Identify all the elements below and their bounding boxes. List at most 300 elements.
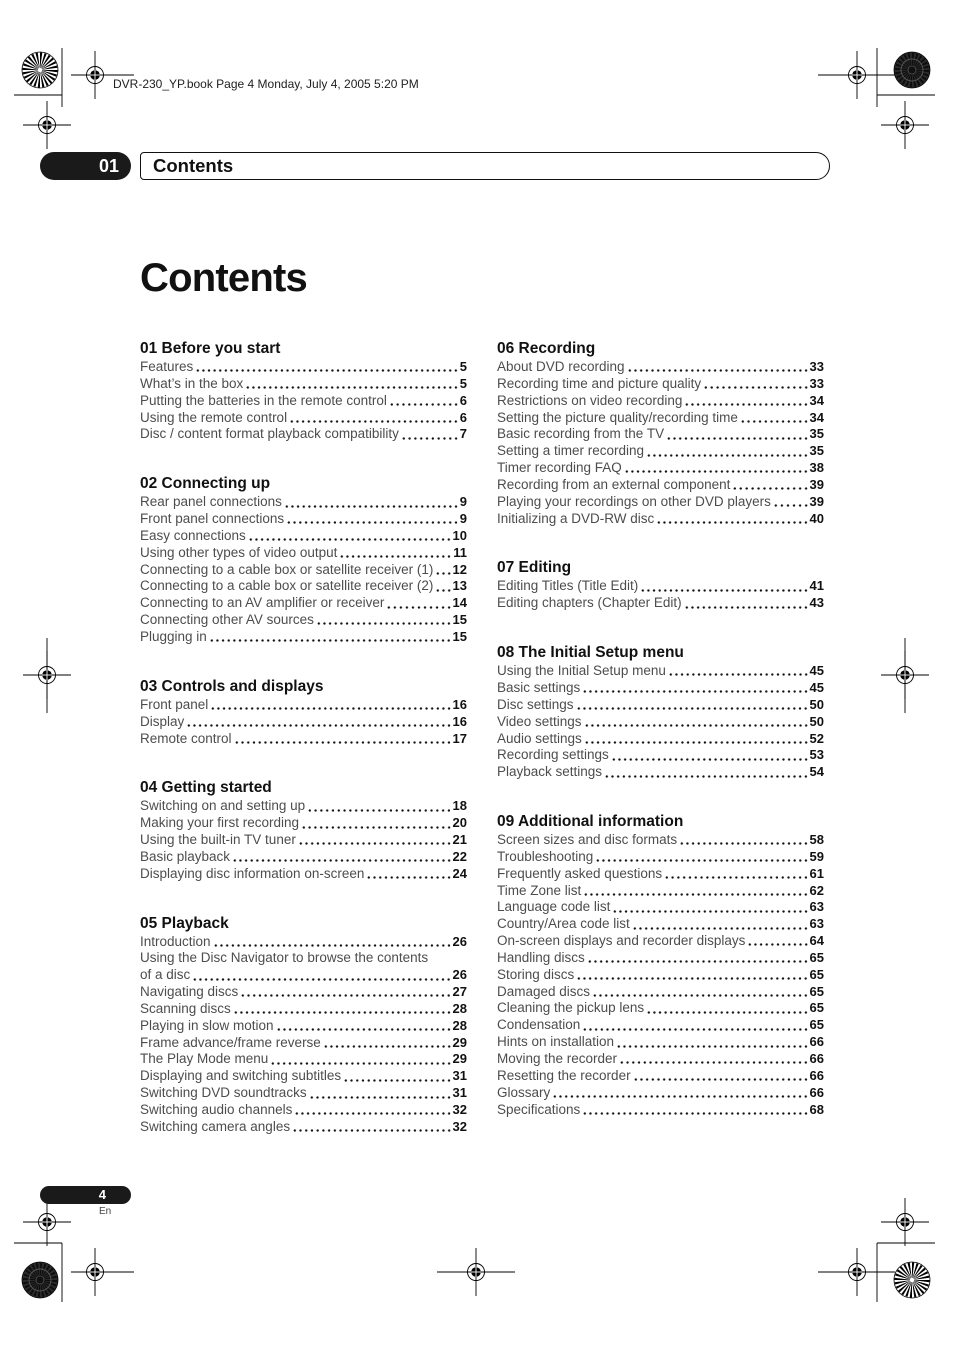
toc-entry [140,359,467,376]
dot-leader [276,1028,452,1031]
toc-entry [140,1068,467,1085]
entry-page-number: 63 [809,916,824,932]
dot-leader [646,454,808,457]
entry-page-number: 65 [809,1017,824,1033]
entry-title: On-screen displays and recorder displays [497,933,746,949]
entry-page-number: 43 [809,595,824,611]
toc-entry [140,1035,467,1052]
entry-page-number: 54 [809,764,824,780]
entry-title: Recording time and picture quality [497,375,702,391]
section-heading: 09 Additional information [497,813,684,831]
dot-leader [703,386,808,389]
dot-leader [619,1061,808,1064]
dot-leader [679,842,808,845]
entry-title: Condensation [497,1017,581,1033]
toc-entry [497,443,824,460]
entry-page-number: 33 [809,375,824,391]
dot-leader [192,978,451,981]
toc-entry [497,899,824,916]
entry-title: Country/Area code list [497,916,630,932]
dot-leader [604,775,808,778]
registration-mark-icon [833,51,881,99]
toc-entry [140,934,467,951]
entry-page-number: 34 [809,409,824,425]
entry-page-number: 16 [452,696,467,712]
page-title: Contents [140,256,307,300]
registration-mark-icon [71,51,119,99]
dot-leader [435,589,451,592]
toc-entry [140,578,467,595]
entry-title: Initializing a DVD-RW disc [497,510,655,526]
entry-page-number: 5 [459,359,467,374]
entry-page-number: 28 [452,1000,467,1016]
toc-section [140,474,467,646]
entry-title: Switching DVD soundtracks [140,1085,307,1101]
entry-page-number: 9 [459,511,467,527]
toc-entry-continuation [140,967,467,984]
entry-page-number: 39 [809,476,824,492]
chapter-title-bar [140,152,830,180]
dot-leader [289,420,459,423]
entry-page-number: 10 [452,527,467,543]
toc-entry [497,832,824,849]
entry-page-number: 53 [809,747,824,763]
dot-leader [584,741,809,744]
dot-leader [307,809,451,812]
entry-title: Storing discs [497,966,575,982]
entry-title: Setting a timer recording [497,443,645,459]
entry-title: Introduction [140,933,211,949]
dot-leader [611,758,809,761]
entry-title: Disc / content format playback compatibility [140,426,399,442]
toc-entry [497,680,824,697]
entry-title: Basic settings [497,679,581,695]
toc-section [140,339,467,443]
entry-title: Easy connections [140,527,246,543]
entry-page-number: 45 [809,663,824,679]
entry-title: Glossary [497,1084,551,1100]
dot-leader [773,504,809,507]
dot-leader [386,606,451,609]
registration-mark-icon [452,1248,500,1296]
dot-leader [640,589,808,592]
dot-leader [582,1028,808,1031]
dot-leader [664,876,808,879]
entry-page-number: 31 [452,1085,467,1101]
entry-title: Disc settings [497,696,574,712]
registration-mark-icon [23,1198,71,1246]
entry-title: Switching on and setting up [140,798,306,814]
toc-entry [140,376,467,393]
toc-entry [140,849,467,866]
entry-page-number: 31 [452,1068,467,1084]
registration-mark-icon [23,101,71,149]
toc-entry [497,747,824,764]
dot-leader [234,741,452,744]
dot-leader [323,1045,452,1048]
entry-page-number: 58 [809,832,824,848]
entry-title: Handling discs [497,949,585,965]
toc-entry [140,1051,467,1068]
entry-page-number: 68 [809,1101,824,1117]
dot-leader [301,826,451,829]
entry-page-number: 38 [809,460,824,476]
toc-entry [140,612,467,629]
entry-page-number: 32 [452,1118,467,1134]
toc-entry [497,849,824,866]
entry-title: Remote control [140,730,232,746]
entry-page-number: 35 [809,443,824,459]
entry-title: Recording settings [497,747,609,763]
toc-section [497,339,824,527]
print-header-slug: DVR-230_YP.book Page 4 Monday, July 4, 2005 5:20 PM [113,77,419,91]
dot-leader [633,1078,809,1081]
toc-entry [497,578,824,595]
section-heading: 03 Controls and displays [140,677,324,695]
section-heading: 05 Playback [140,914,229,932]
dot-leader [195,369,458,372]
entry-page-number: 16 [452,713,467,729]
entry-page-number: 61 [809,865,824,881]
toc-entry [140,815,467,832]
entry-page-number: 24 [452,865,467,881]
entry-page-number: 62 [809,882,824,898]
registration-mark-icon [23,651,71,699]
toc-column-right [497,339,824,1149]
entry-title: About DVD recording [497,359,625,374]
entry-title: of a disc [140,967,191,983]
toc-section [497,558,824,612]
dot-leader [576,977,808,980]
entry-title: Time Zone list [497,882,582,898]
entry-title: Editing chapters (Chapter Edit) [497,595,682,611]
dot-leader [343,1079,451,1082]
entry-title: Editing Titles (Title Edit) [497,578,639,594]
dot-leader [587,960,809,963]
toc-entry [497,1102,824,1119]
dark-starburst-mark-icon [894,52,930,88]
dot-leader [435,572,451,575]
dot-leader [245,386,458,389]
toc-entry [497,426,824,443]
dot-leader [284,505,459,508]
dot-leader [612,910,808,913]
page-number-badge: 4 [40,1186,131,1204]
entry-title: Putting the batteries in the remote control [140,392,387,408]
dot-leader [233,1011,452,1014]
entry-page-number: 26 [452,933,467,949]
entry-title: Connecting to a cable box or satellite receiver (2) [140,578,434,594]
toc-entry [497,764,824,781]
language-code: En [99,1206,112,1217]
toc-entry [497,883,824,900]
entry-title: Restrictions on video recording [497,392,683,408]
entry-title: Recording from an external component [497,476,731,492]
dot-leader [576,707,809,710]
toc-section [497,812,824,1118]
toc-entry [497,967,824,984]
section-heading: 08 The Initial Setup menu [497,644,684,662]
dot-leader [286,521,459,524]
dot-leader [595,859,808,862]
toc-entry [140,595,467,612]
toc-entry [497,1068,824,1085]
toc-entry [497,393,824,410]
toc-entry [140,562,467,579]
dot-leader [582,1112,808,1115]
dot-leader [270,1062,451,1065]
entry-page-number: 28 [452,1017,467,1033]
entry-title: Connecting other AV sources [140,612,314,628]
entry-title: Video settings [497,713,582,729]
entry-title: Cleaning the pickup lens [497,1000,645,1016]
entry-title: Plugging in [140,628,207,644]
entry-title: Navigating discs [140,984,239,1000]
entry-page-number: 14 [452,595,467,611]
entry-page-number: 7 [459,426,467,442]
entry-page-number: 26 [452,967,467,983]
toc-entry [497,950,824,967]
dark-starburst-mark-icon [22,1262,58,1298]
entry-title: The Play Mode menu [140,1051,269,1067]
dot-leader [186,724,451,727]
entry-page-number: 32 [452,1102,467,1117]
dot-leader [366,876,451,879]
toc-entry [140,426,467,443]
entry-title: Playback settings [497,764,603,780]
toc-entry [497,984,824,1001]
entry-page-number: 65 [809,966,824,982]
dot-leader [646,1011,808,1014]
entry-page-number: 64 [809,933,824,949]
section-heading: 02 Connecting up [140,475,271,493]
toc-section [140,677,467,748]
section-heading: 07 Editing [497,559,572,577]
section-heading: 04 Getting started [140,779,272,797]
entry-page-number: 6 [459,409,467,425]
dot-leader [584,724,809,727]
starburst-mark-icon [894,1262,930,1298]
toc-entry [140,697,467,714]
toc-entry [140,798,467,815]
dot-leader [389,403,459,406]
entry-page-number: 12 [452,561,467,577]
entry-page-number: 17 [452,730,467,746]
entry-page-number: 50 [809,713,824,729]
entry-title: Using other types of video output [140,544,338,560]
toc-entry [140,714,467,731]
entry-title: Displaying disc information on-screen [140,865,365,881]
registration-mark-icon [833,1248,881,1296]
entry-title: Moving the recorder [497,1051,618,1066]
entry-title: Basic recording from the TV [497,426,665,442]
dot-leader [292,1129,451,1132]
entry-title: Playing in slow motion [140,1017,274,1033]
entry-page-number: 29 [452,1034,467,1050]
entry-title: Scanning discs [140,1000,231,1016]
entry-page-number: 39 [809,493,824,509]
entry-page-number: 33 [809,359,824,374]
toc-entry [497,460,824,477]
toc-entry [140,984,467,1001]
entry-title: Switching camera angles [140,1118,291,1134]
entry-title: Display [140,713,185,729]
toc-entry [497,410,824,427]
dot-leader [248,538,452,541]
entry-title: Connecting to a cable box or satellite receiver (1) [140,561,434,577]
toc-entry [497,866,824,883]
entry-page-number: 6 [459,392,467,408]
entry-title: Features [140,359,194,374]
entry-page-number: 40 [809,510,824,526]
entry-title: Hints on installation [497,1034,615,1050]
entry-page-number: 41 [809,578,824,594]
dot-leader [666,437,808,440]
entry-title: Switching audio channels [140,1102,293,1117]
dot-leader [668,673,809,676]
entry-page-number: 22 [452,848,467,864]
entry-title: Using the Initial Setup menu [497,663,666,679]
dot-leader [309,1096,452,1099]
registration-mark-icon [71,1248,119,1296]
toc-entry [497,1017,824,1034]
dot-leader [316,622,452,625]
toc-entry [140,528,467,545]
toc-entry [140,629,467,646]
dot-leader [684,403,808,406]
entry-title: Making your first recording [140,815,300,831]
entry-page-number: 66 [809,1084,824,1100]
dot-leader [210,707,451,710]
entry-page-number: 15 [452,612,467,628]
dot-leader [583,893,808,896]
toc-column-left [140,339,467,1167]
toc-entry [140,393,467,410]
toc-entry [140,731,467,748]
entry-page-number: 45 [809,679,824,695]
entry-title: Language code list [497,899,611,915]
dot-leader [632,927,809,930]
toc-entry [140,494,467,511]
entry-title: Front panel connections [140,511,285,527]
entry-title: Connecting to an AV amplifier or receiver [140,595,385,611]
toc-entry [497,731,824,748]
dot-leader [294,1112,451,1115]
dot-leader [656,521,808,524]
toc-entry [140,410,467,427]
entry-page-number: 34 [809,392,824,408]
dot-leader [747,943,808,946]
entry-page-number: 35 [809,426,824,442]
entry-page-number: 18 [452,798,467,814]
entry-page-number: 13 [452,578,467,594]
dot-leader [339,555,452,558]
entry-title: Resetting the recorder [497,1067,631,1083]
entry-page-number: 63 [809,899,824,915]
toc-section [140,914,467,1136]
entry-page-number: 50 [809,696,824,712]
toc-entry [140,950,467,967]
toc-entry [497,916,824,933]
toc-entry [497,359,824,376]
toc-entry [140,1102,467,1119]
entry-title: Rear panel connections [140,494,282,510]
entry-page-number: 5 [459,375,467,391]
toc-entry [140,1085,467,1102]
starburst-mark-icon [22,52,58,88]
entry-page-number: 65 [809,949,824,965]
toc-section [140,778,467,882]
entry-page-number: 20 [452,815,467,831]
toc-entry [140,1018,467,1035]
chapter-number-badge: 01 [40,152,131,180]
entry-title: Displaying and switching subtitles [140,1068,342,1084]
registration-mark-icon [881,101,929,149]
dot-leader [582,690,808,693]
registration-mark-icon [881,1198,929,1246]
toc-entry [140,511,467,528]
dot-leader [592,994,808,997]
dot-leader [684,606,809,609]
toc-section [497,643,824,781]
section-heading: 01 Before you start [140,340,281,357]
entry-title: Setting the picture quality/recording time [497,409,738,425]
toc-entry [140,1001,467,1018]
section-heading: 06 Recording [497,340,596,357]
toc-entry [497,663,824,680]
entry-page-number: 9 [459,494,467,510]
entry-title: Playing your recordings on other DVD players [497,493,771,509]
toc-entry [497,595,824,612]
entry-page-number: 66 [809,1067,824,1083]
entry-page-number: 65 [809,1000,824,1016]
entry-page-number: 52 [809,730,824,746]
toc-entry [497,1000,824,1017]
toc-entry [497,697,824,714]
chapter-title: Contents [153,155,234,176]
entry-title: Audio settings [497,730,582,746]
dot-leader [213,944,452,947]
entry-title: Using the remote control [140,409,288,425]
toc-entry [497,477,824,494]
toc-entry [497,714,824,731]
entry-title: Damaged discs [497,983,591,999]
entry-page-number: 27 [452,984,467,1000]
dot-leader [732,487,808,490]
entry-page-number: 11 [453,544,467,560]
dot-leader [627,369,809,372]
dot-leader [232,859,451,862]
registration-mark-icon [881,651,929,699]
entry-title: Screen sizes and disc formats [497,832,678,848]
toc-entry [497,1085,824,1102]
dot-leader [616,1045,808,1048]
dot-leader [552,1095,808,1098]
entry-title: Specifications [497,1101,581,1117]
toc-entry [497,511,824,528]
entry-page-number: 66 [809,1034,824,1050]
entry-page-number: 15 [452,628,467,644]
dot-leader [624,470,809,473]
toc-entry [497,376,824,393]
entry-page-number: 66 [809,1051,824,1066]
entry-title: Using the Disc Navigator to browse the contents [140,950,429,966]
toc-entry [497,494,824,511]
toc-entry [140,545,467,562]
entry-title: Frame advance/frame reverse [140,1034,321,1050]
toc-entry [140,1119,467,1136]
entry-title: Timer recording FAQ [497,460,622,476]
